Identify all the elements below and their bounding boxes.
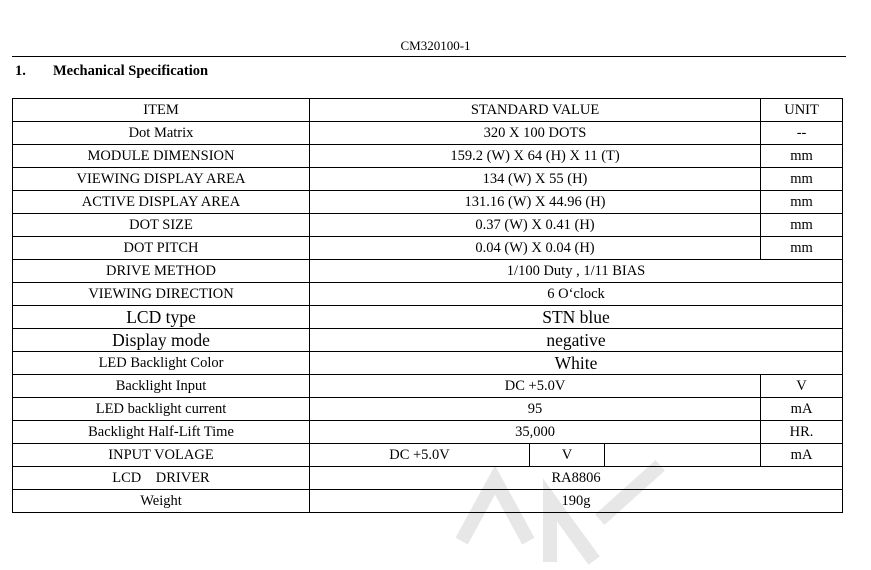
value-cell: 6 O‘clock — [310, 283, 843, 306]
section-heading — [15, 63, 208, 80]
value-cell: DC +5.0V — [310, 444, 530, 467]
item-cell: LED Backlight Color — [13, 352, 310, 375]
table-row — [13, 467, 843, 490]
header-item: ITEM — [13, 99, 310, 122]
value-cell: DC +5.0V — [310, 375, 761, 398]
value-cell: 131.16 (W) X 44.96 (H) — [310, 191, 761, 214]
unit-cell: mm — [761, 191, 843, 214]
table-row — [13, 237, 843, 260]
value-cell: RA8806 — [310, 467, 843, 490]
item-cell: LCD type — [13, 306, 310, 329]
item-cell: VIEWING DIRECTION — [13, 283, 310, 306]
header-unit: UNIT — [761, 99, 843, 122]
item-cell: INPUT VOLAGE — [13, 444, 310, 467]
value-cell: V — [530, 444, 605, 467]
value-cell: 1/100 Duty , 1/11 BIAS — [310, 260, 843, 283]
table-row — [13, 122, 843, 145]
value-cell — [605, 444, 761, 467]
item-cell: Backlight Input — [13, 375, 310, 398]
table-header-row — [13, 99, 843, 122]
table-row — [13, 145, 843, 168]
header-standard-value: STANDARD VALUE — [310, 99, 761, 122]
unit-cell: mA — [761, 444, 843, 467]
table-row — [13, 421, 843, 444]
table-row — [13, 329, 843, 352]
value-cell: 320 X 100 DOTS — [310, 122, 761, 145]
table-row — [13, 490, 843, 513]
section-title: Mechanical Specification — [53, 63, 209, 79]
document-code: CM320100-1 — [400, 38, 471, 53]
value-cell: 35,000 — [310, 421, 761, 444]
mechanical-spec-table — [12, 98, 843, 513]
section-number: 1. — [15, 63, 26, 79]
item-cell: Weight — [13, 490, 310, 513]
value-cell: 0.04 (W) X 0.04 (H) — [310, 237, 761, 260]
value-cell: 190g — [310, 490, 843, 513]
unit-cell: HR. — [761, 421, 843, 444]
table-row — [13, 214, 843, 237]
value-cell: 0.37 (W) X 0.41 (H) — [310, 214, 761, 237]
unit-cell: mA — [761, 398, 843, 421]
table-row — [13, 191, 843, 214]
header-rule — [12, 56, 846, 57]
item-cell: VIEWING DISPLAY AREA — [13, 168, 310, 191]
table-row — [13, 283, 843, 306]
item-cell: DRIVE METHOD — [13, 260, 310, 283]
item-cell: DOT SIZE — [13, 214, 310, 237]
table-row — [13, 306, 843, 329]
unit-cell: -- — [761, 122, 843, 145]
value-cell: White — [310, 352, 843, 375]
table-row — [13, 168, 843, 191]
value-cell: negative — [310, 329, 843, 352]
unit-cell: mm — [761, 214, 843, 237]
table-row — [13, 260, 843, 283]
table-row — [13, 444, 843, 467]
item-cell: Display mode — [13, 329, 310, 352]
unit-cell: V — [761, 375, 843, 398]
unit-cell: mm — [761, 168, 843, 191]
value-cell: 159.2 (W) X 64 (H) X 11 (T) — [310, 145, 761, 168]
value-cell: 95 — [310, 398, 761, 421]
item-cell: Backlight Half-Lift Time — [13, 421, 310, 444]
item-cell: LCD DRIVER — [13, 467, 310, 490]
table-row — [13, 352, 843, 375]
item-cell: ACTIVE DISPLAY AREA — [13, 191, 310, 214]
item-cell: MODULE DIMENSION — [13, 145, 310, 168]
value-cell: STN blue — [310, 306, 843, 329]
table-row — [13, 375, 843, 398]
unit-cell: mm — [761, 145, 843, 168]
unit-cell: mm — [761, 237, 843, 260]
value-cell: 134 (W) X 55 (H) — [310, 168, 761, 191]
item-cell: DOT PITCH — [13, 237, 310, 260]
item-cell: Dot Matrix — [13, 122, 310, 145]
table-row — [13, 398, 843, 421]
item-cell: LED backlight current — [13, 398, 310, 421]
